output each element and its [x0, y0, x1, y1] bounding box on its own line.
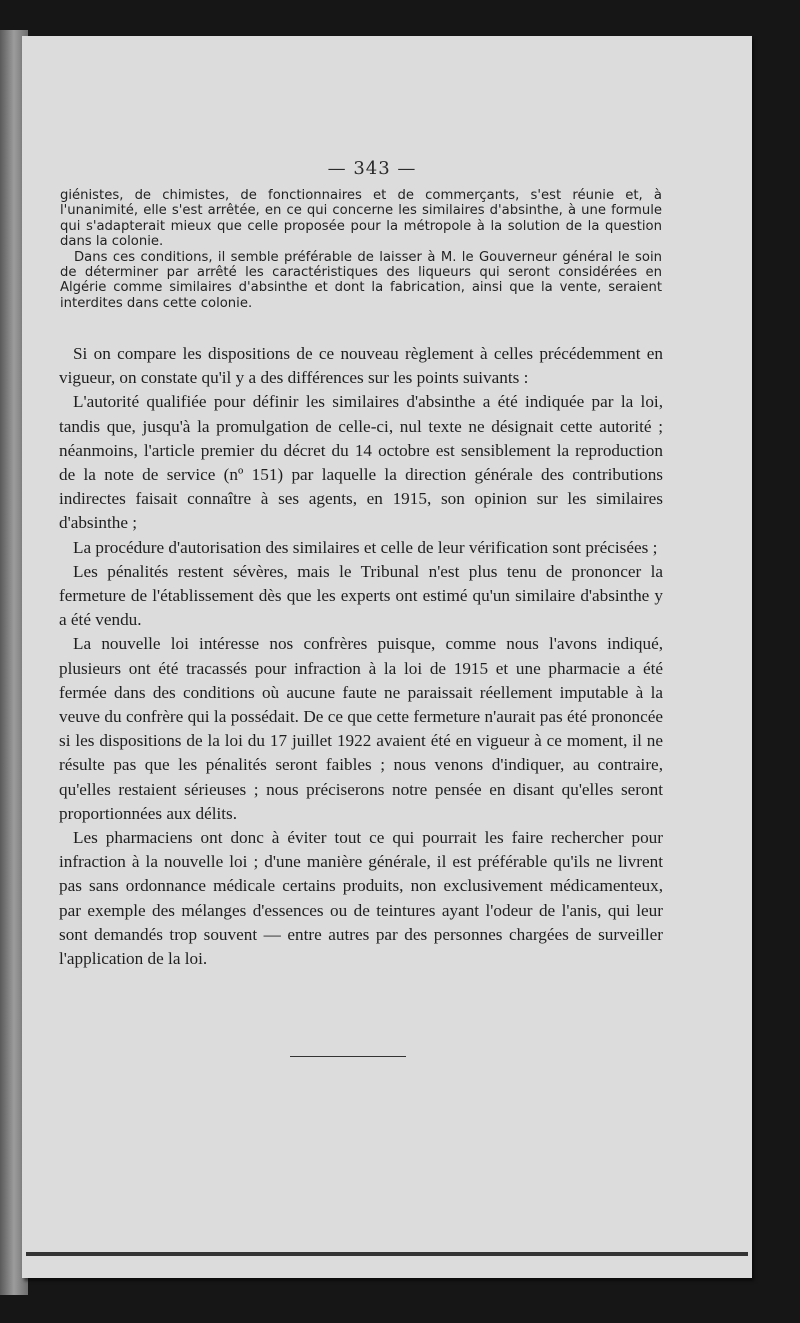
- body-paragraph-5: La nouvelle loi intéresse nos confrères puisque, comme nous l'avons indiqué, plusieurs ont été tracassés pour infraction à la loi de 1915 et une pharmacie a été fermée dans des conditions où aucune faute ne paraissait réellement imputable à la veuve du confrère qui la possédait. De ce que cette fermeture n'aurait pas été prononcée si les dispositions de la loi du 17 juillet 1922 avaient été en vigueur à ce moment, il ne résulte pas que les pénalités seront faibles ; nous venons d'indiquer, au contraire, qu'elles restaient sérieuses ; nous préciserons notre pensée en disant qu'elles seront proportionnées aux délits.: [59, 634, 663, 823]
- body-paragraph-3: La procédure d'autorisation des similaires et celle de leur vérification sont précisées ;: [73, 537, 658, 557]
- page-number: — 343 —: [327, 158, 417, 179]
- quote-paragraph-1: giénistes, de chimistes, de fonctionnaires et de commerçants, s'est réunie et, à l'unanimité, elle s'est arrêtée, en ce qui concerne les similaires d'absinthe, à une formule qui s'adapterait mieux que celle proposée pour la métropole à la solution de la question dans la colonie.: [60, 188, 662, 250]
- page-bottom-shadow: [26, 1252, 748, 1256]
- document-page: [22, 36, 752, 1278]
- body-paragraph-6: Les pharmaciens ont donc à éviter tout ce qui pourrait les faire rechercher pour infraction à la nouvelle loi ; d'une manière générale, il est préférable qu'ils ne livrent pas sans ordonnance médicale certains produits, non exclusivement médicamenteux, par exemple des mélanges d'essences ou de teintures ayant l'odeur de l'anis, qui leur sont demandés trop souvent — entre autres par des personnes chargées de surveiller l'application de la loi.: [59, 828, 663, 969]
- quote-paragraph-2: Dans ces conditions, il semble préférable de laisser à M. le Gouverneur général le soin de déterminer par arrêté les caractéristiques des liqueurs qui seront considérées en Algérie comme similaires d'absinthe et dont la fabrication, ainsi que la vente, seraient interdites dans cette colonie.: [60, 249, 662, 311]
- closing-rule: [290, 1056, 406, 1057]
- body-paragraph-2: L'autorité qualifiée pour définir les similaires d'absinthe a été indiquée par la loi, tandis que, jusqu'à la promulgation de celle-ci, nul texte ne désignait cette autorité ; néanmoins, l'article premier du décret du 14 octobre est sensiblement la reproduction de la note de service (nº 151) par laquelle la direction générale des contributions indirectes faisait connaître à ses agents, en 1915, son opinion sur les similaires d'absinthe ;: [59, 392, 663, 533]
- body-paragraph-4: Les pénalités restent sévères, mais le Tribunal n'est plus tenu de prononcer la fermeture de l'établissement dès que les experts ont estimé qu'un similaire d'absinthe y a été vendu.: [59, 561, 663, 630]
- body-paragraph-1: Si on compare les dispositions de ce nouveau règlement à celles précédemment en vigueur, on constate qu'il y a des différences sur les points suivants :: [59, 344, 663, 388]
- quoted-excerpt: [60, 188, 662, 311]
- body-text: [59, 342, 663, 971]
